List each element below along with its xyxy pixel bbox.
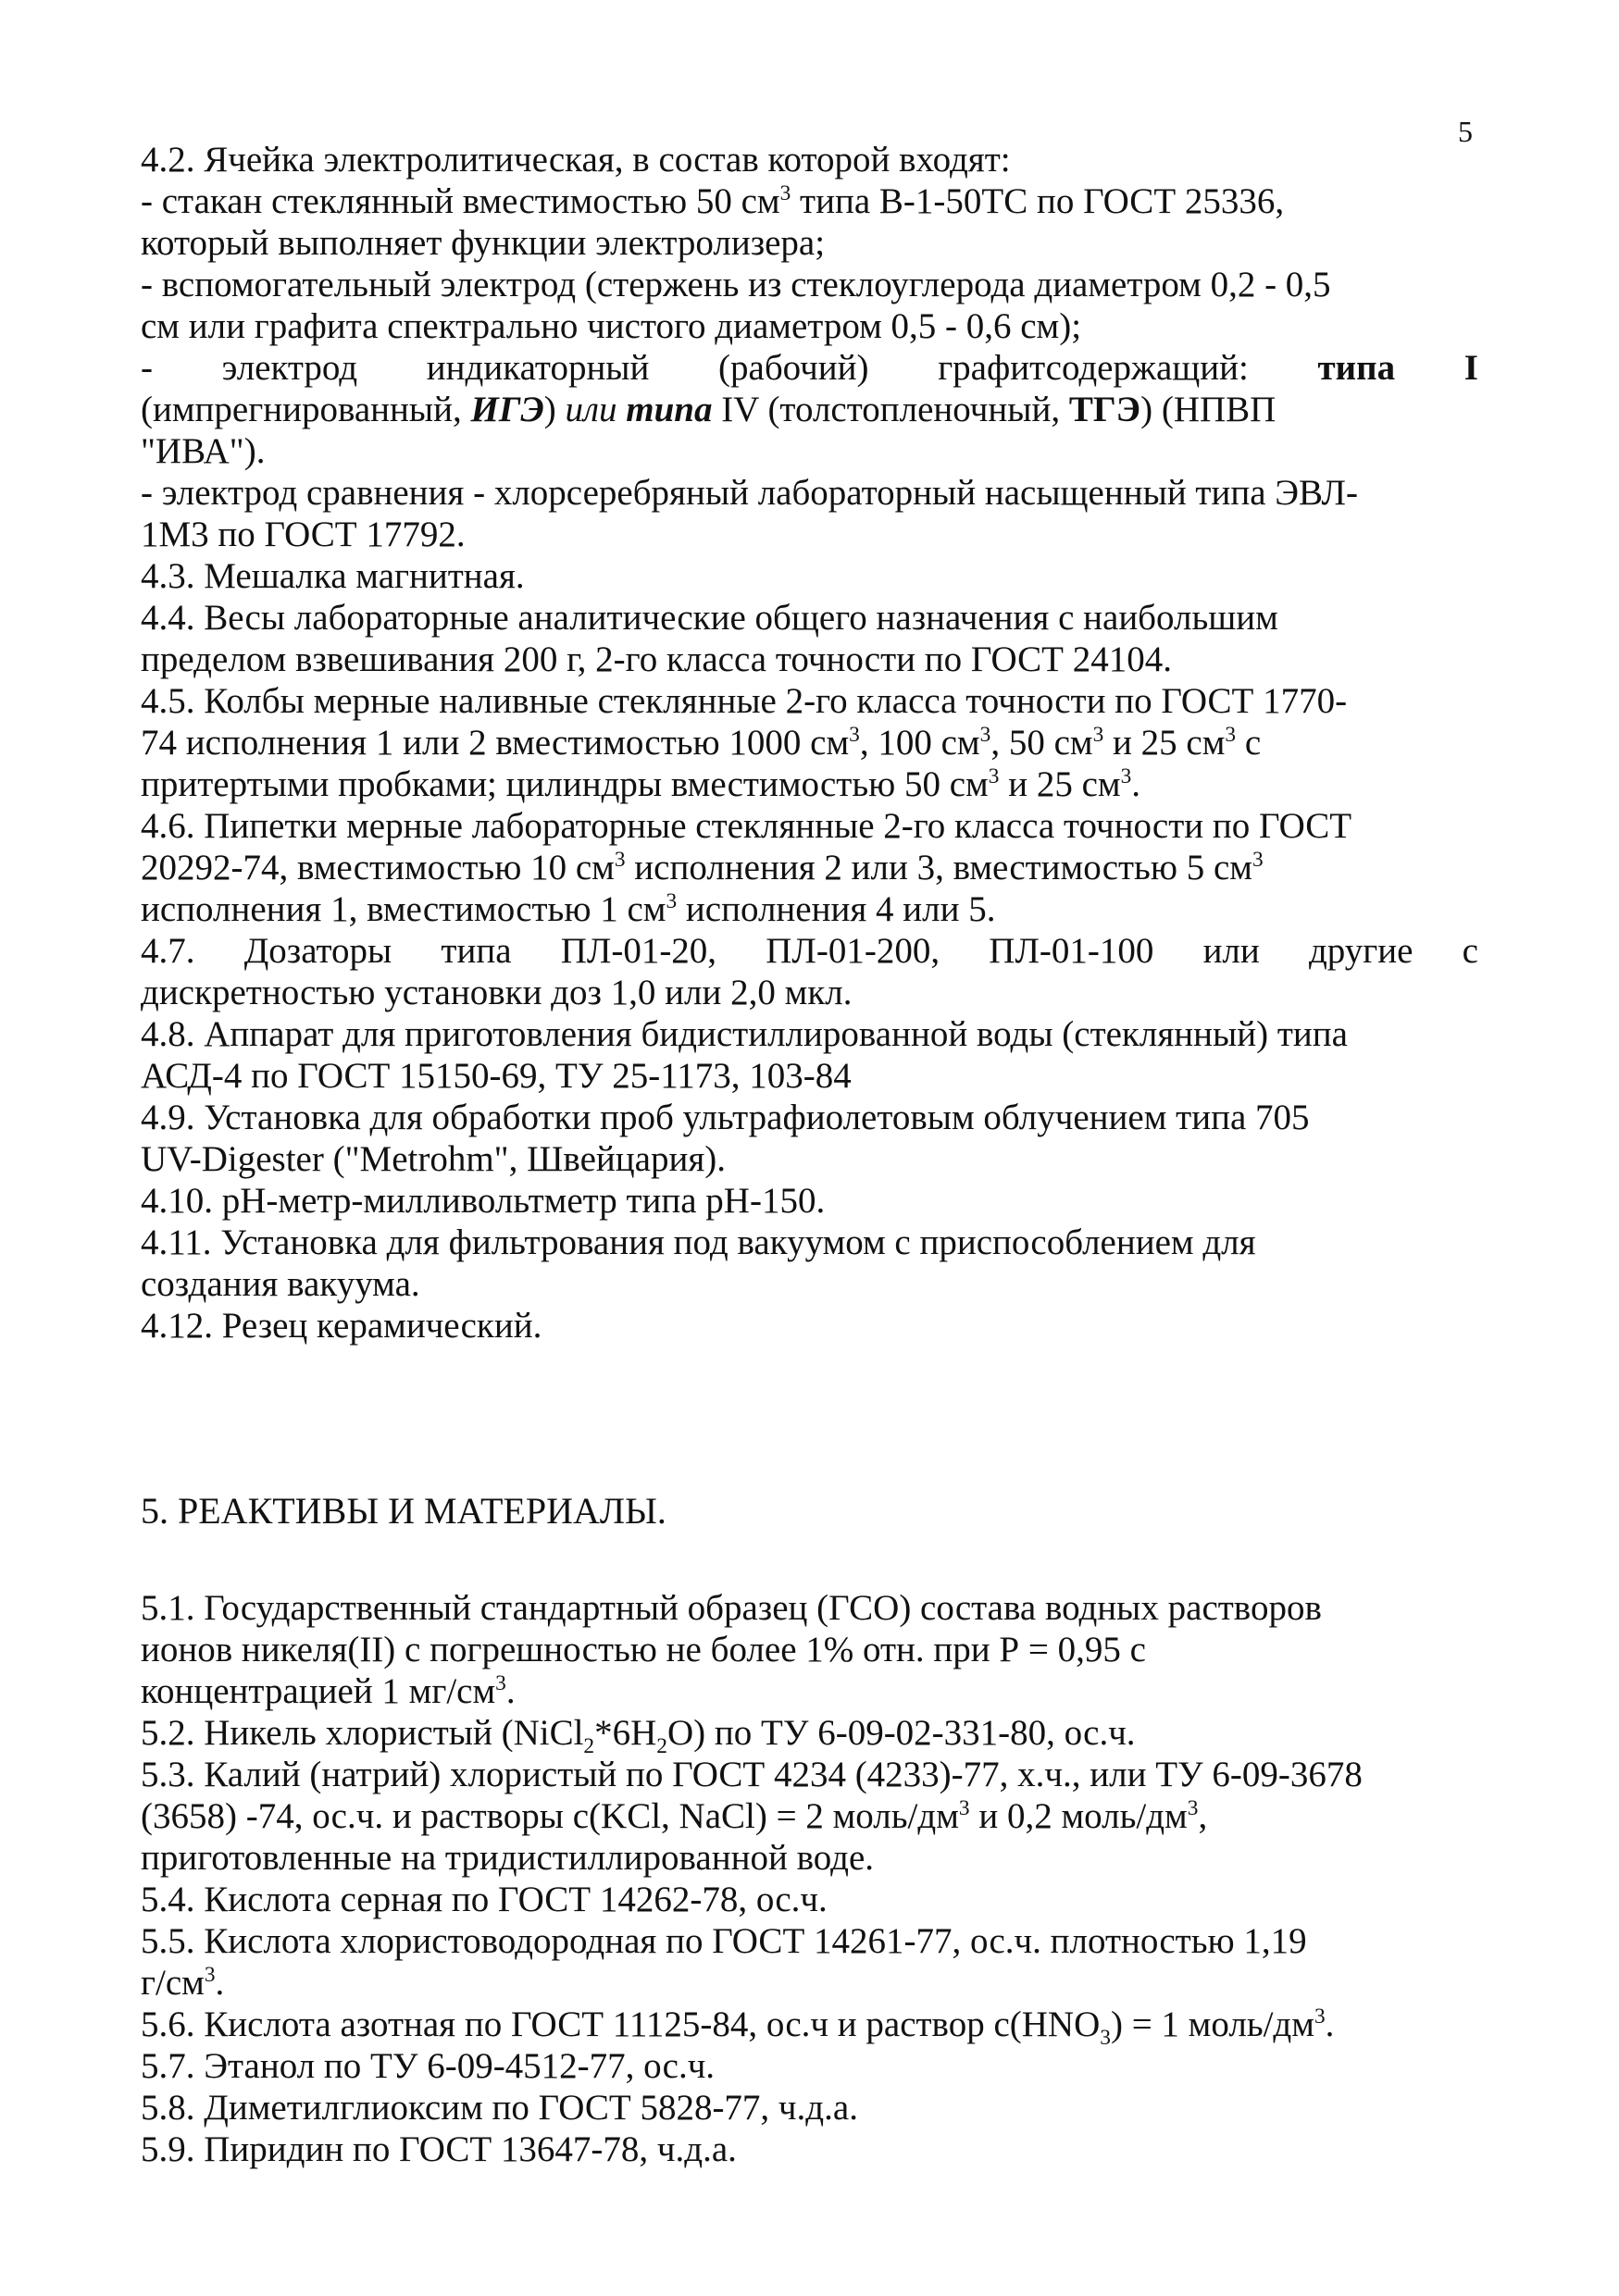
item-4-11-line: 4.11. Установка для фильтрования под вакуумом с приспособлением для — [141, 1222, 1256, 1262]
item-4-11-line-2: создания вакуума. — [141, 1264, 420, 1304]
item-4-12: 4.12. Резец керамический. — [141, 1306, 542, 1346]
item-4-5-line-3: притертыми пробками; цилиндры вместимостью 50 $см^3$ и 25 $см^3$. — [141, 764, 1141, 804]
item-4-2-aux-electrode-line: - вспомогательный электрод (стержень из стеклоуглерода диаметром 0,2 - 0,5 — [141, 265, 1331, 304]
item-4-3: 4.3. Мешалка магнитная. — [141, 556, 525, 596]
item-4-10: 4.10. pH-метр-милливольтметр типа pH-150. — [141, 1181, 826, 1221]
item-4-6-line-3: исполнения 1, вместимостью 1 $см^3$ исполнения 4 или 5. — [141, 889, 996, 929]
item-4-2-beaker-line: - стакан стеклянный вместимостью 50 $см^3$ типа В-1-50ТС по ГОСТ 25336, — [141, 181, 1285, 221]
item-5-5-line-2: $г/см^3$. — [141, 1963, 225, 2003]
item-4-2-beaker-line-2: который выполняет функции электролизера; — [141, 223, 826, 263]
item-4-2-indicator-electrode-line-3: "ИВА"). — [141, 431, 266, 471]
item-5-1-line-2: ионов никеля(II) с погрешностью не более 1% отн. при Р = 0,95 с — [141, 1630, 1146, 1669]
item-4-2-indicator-electrode-line: - электрод индикаторный (рабочий) графитсодержащий: типа I — [141, 348, 1478, 388]
item-4-2-heading: 4.2. Ячейка электролитическая, в состав которой входят: — [141, 140, 1011, 180]
item-4-7-line: 4.7. Дозаторы типа ПЛ-01-20, ПЛ-01-200, ПЛ-01-100 или другие с — [141, 931, 1478, 971]
item-4-4-line-2: пределом взвешивания 200 г, 2-го класса точности по ГОСТ 24104. — [141, 639, 1172, 679]
item-5-3-line: 5.3. Калий (натрий) хлористый по ГОСТ 4234 (4233)-77, х.ч., или ТУ 6-09-3678 — [141, 1755, 1363, 1794]
section-5-heading: 5. РЕАКТИВЫ И МАТЕРИАЛЫ. — [141, 1490, 666, 1532]
item-5-3-line-2: (3658) -74, ос.ч. и растворы c(KCl, NaCl) = 2 моль/$дм^3$ и 0,2 моль/$дм^3$, — [141, 1796, 1208, 1836]
item-4-7-line-2: дискретностью установки доз 1,0 или 2,0 мкл. — [141, 973, 853, 1012]
section-4-equipment — [141, 139, 1478, 1347]
item-5-4: 5.4. Кислота серная по ГОСТ 14262-78, ос.ч. — [141, 1880, 828, 1919]
page-number: 5 — [1458, 115, 1473, 148]
item-5-8: 5.8. Диметилглиоксим по ГОСТ 5828-77, ч.д.а. — [141, 2088, 858, 2128]
item-4-6-line-2: 20292-74, вместимостью 10 $см^3$ исполнения 2 или 3, вместимостью 5 $см^3$ — [141, 848, 1264, 887]
item-4-5-line-2: 74 исполнения 1 или 2 вместимостью 1000 $см^3$, 100 $см^3$, 50 $см^3$ и 25 $см^3$ с — [141, 723, 1262, 763]
item-4-9-line-2: UV-Digester ("Metrohm", Швейцария). — [141, 1139, 727, 1179]
item-4-4-line: 4.4. Весы лабораторные аналитические общего назначения с наибольшим — [141, 598, 1278, 638]
item-4-2-reference-electrode-line: - электрод сравнения - хлорсеребряный лабораторный насыщенный типа ЭВЛ- — [141, 473, 1358, 513]
item-5-7: 5.7. Этанол по ТУ 6-09-4512-77, ос.ч. — [141, 2046, 716, 2086]
item-5-1-line: 5.1. Государственный стандартный образец (ГСО) состава водных растворов — [141, 1588, 1322, 1628]
item-5-5-line: 5.5. Кислота хлористоводородная по ГОСТ 14261-77, ос.ч. плотностью 1,19 — [141, 1921, 1307, 1961]
item-5-3-line-3: приготовленные на тридистиллированной воде. — [141, 1838, 875, 1878]
item-5-9: 5.9. Пиридин по ГОСТ 13647-78, ч.д.а. — [141, 2129, 737, 2169]
item-4-8-line-2: АСД-4 по ГОСТ 15150-69, ТУ 25-1173, 103-84 — [141, 1056, 852, 1096]
item-4-9-line: 4.9. Установка для обработки проб ультрафиолетовым облучением типа 705 — [141, 1098, 1310, 1137]
item-4-8-line: 4.8. Аппарат для приготовления бидистиллированной воды (стеклянный) типа — [141, 1014, 1348, 1054]
section-5-reagents — [141, 1490, 1478, 2170]
item-4-2-aux-electrode-line-2: см или графита спектрально чистого диаметром 0,5 - 0,6 см); — [141, 306, 1082, 346]
item-4-5-line: 4.5. Колбы мерные наливные стеклянные 2-го класса точности по ГОСТ 1770- — [141, 681, 1348, 721]
item-4-6-line: 4.6. Пипетки мерные лабораторные стеклянные 2-го класса точности по ГОСТ — [141, 806, 1352, 846]
item-4-2-indicator-electrode-line-2: (импрегнированный, ИГЭ) или типа IV (толстопленочный, ТГЭ) (НПВП — [141, 390, 1277, 429]
item-5-6: 5.6. Кислота азотная по ГОСТ 11125-84, ос.ч и раствор $с(HNO_3) = 1$ моль/$дм^3$. — [141, 2004, 1335, 2050]
item-5-1-line-3: концентрацией 1 $мг/см^3$. — [141, 1671, 516, 1711]
item-5-2: 5.2. Никель хлористый $(NiCl_2*6H_2O)$ по ТУ 6-09-02-331-80, ос.ч. — [141, 1713, 1136, 1758]
item-4-2-reference-electrode-line-2: 1М3 по ГОСТ 17792. — [141, 515, 466, 554]
